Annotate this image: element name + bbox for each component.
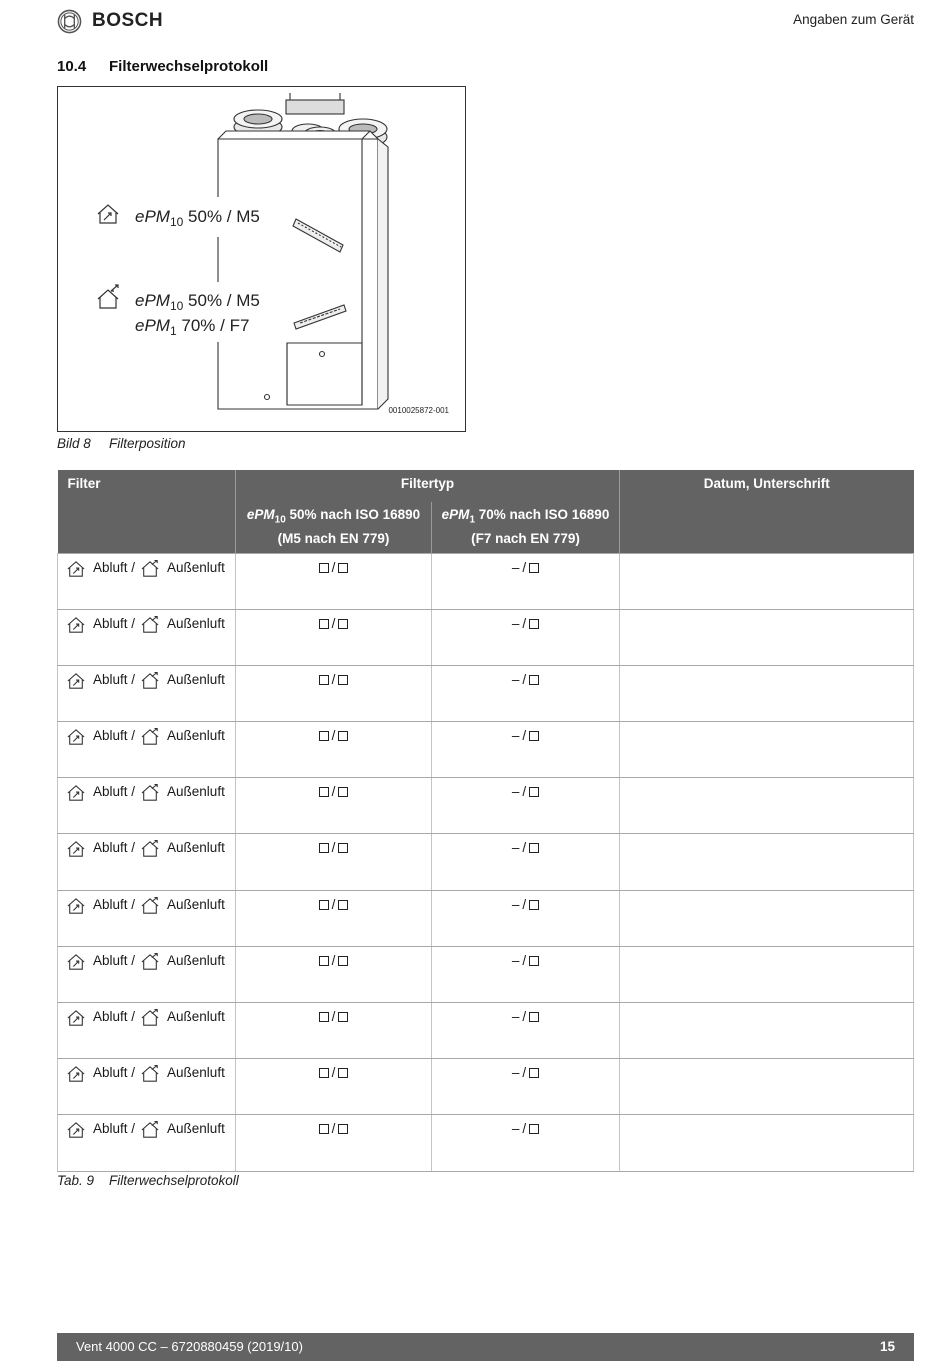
abluft-label: Abluft / xyxy=(93,728,136,744)
aussenluft-label: Außenluft xyxy=(167,840,225,856)
date-signature-cell[interactable] xyxy=(620,946,914,1002)
abluft-label: Abluft / xyxy=(93,784,136,800)
table-caption-number: Tab. 9 xyxy=(57,1173,95,1188)
aussenluft-label: Außenluft xyxy=(167,728,225,744)
table-row xyxy=(58,553,914,609)
checkbox-epm10-abluft[interactable] xyxy=(319,787,329,797)
checkbox-epm10-abluft[interactable] xyxy=(319,675,329,685)
outdoor-air-icon xyxy=(141,840,159,858)
date-signature-cell[interactable] xyxy=(620,1059,914,1115)
checkbox-epm10-aussenluft[interactable] xyxy=(338,563,348,573)
footer-document-id: Vent 4000 CC – 6720880459 (2019/10) xyxy=(76,1339,303,1354)
outdoor-air-icon xyxy=(141,897,159,915)
epm1-cell: – / xyxy=(432,890,620,946)
dash: – xyxy=(511,1065,520,1081)
abluft-label: Abluft / xyxy=(93,896,136,912)
exhaust-air-icon xyxy=(67,1009,85,1027)
table-row xyxy=(58,1003,914,1059)
aussenluft-label: Außenluft xyxy=(167,784,225,800)
table-row xyxy=(58,1059,914,1115)
table-row xyxy=(58,609,914,665)
abluft-label: Abluft / xyxy=(93,952,136,968)
exhaust-air-icon xyxy=(67,1065,85,1083)
epm1-cell: – / xyxy=(432,722,620,778)
checkbox-epm10-abluft[interactable] xyxy=(319,731,329,741)
dash: – xyxy=(511,952,520,968)
epm10-cell: / xyxy=(236,665,432,721)
outdoor-air-icon xyxy=(141,672,159,690)
table-row xyxy=(58,890,914,946)
checkbox-epm10-aussenluft[interactable] xyxy=(338,675,348,685)
checkbox-epm1-aussenluft[interactable] xyxy=(529,563,539,573)
header-section-name: Angaben zum Gerät xyxy=(793,12,914,27)
outdoor-air-icon xyxy=(141,1121,159,1139)
filter-change-table xyxy=(57,470,914,1172)
checkbox-epm10-aussenluft[interactable] xyxy=(338,1012,348,1022)
filter-cell xyxy=(58,834,236,890)
exhaust-air-icon xyxy=(67,784,85,802)
checkbox-epm1-aussenluft[interactable] xyxy=(529,1068,539,1078)
date-signature-cell[interactable] xyxy=(620,778,914,834)
aussenluft-label: Außenluft xyxy=(167,896,225,912)
checkbox-epm10-abluft[interactable] xyxy=(319,1124,329,1134)
epm1-cell: – / xyxy=(432,1115,620,1171)
exhaust-air-icon xyxy=(67,672,85,690)
epm10-cell: / xyxy=(236,1115,432,1171)
epm10-cell: / xyxy=(236,946,432,1002)
checkbox-epm10-aussenluft[interactable] xyxy=(338,900,348,910)
dash: – xyxy=(511,615,520,631)
epm10-cell: / xyxy=(236,553,432,609)
date-signature-cell[interactable] xyxy=(620,890,914,946)
epm10-cell: / xyxy=(236,1003,432,1059)
table-row xyxy=(58,665,914,721)
aussenluft-label: Außenluft xyxy=(167,1009,225,1024)
checkbox-epm10-aussenluft[interactable] xyxy=(338,843,348,853)
epm10-cell: / xyxy=(236,890,432,946)
dash: – xyxy=(511,840,520,856)
exhaust-air-icon xyxy=(67,897,85,915)
table-row xyxy=(58,946,914,1002)
table-row xyxy=(58,722,914,778)
epm1-cell: – / xyxy=(432,1059,620,1115)
filter-cell xyxy=(58,553,236,609)
aussenluft-label: Außenluft xyxy=(167,952,225,968)
exhaust-air-icon xyxy=(67,560,85,578)
ventilation-unit-drawing xyxy=(58,87,467,433)
header-datum: Datum, Unterschrift xyxy=(620,470,914,553)
dash: – xyxy=(511,728,520,744)
brand-name: BOSCH xyxy=(92,10,164,31)
aussenluft-label: Außenluft xyxy=(167,1121,225,1137)
abluft-label: Abluft / xyxy=(93,615,136,631)
checkbox-epm1-aussenluft[interactable] xyxy=(529,731,539,741)
table-caption xyxy=(57,1173,239,1188)
epm10-cell: / xyxy=(236,778,432,834)
checkbox-epm10-abluft[interactable] xyxy=(319,1012,329,1022)
outdoor-air-icon xyxy=(141,616,159,634)
checkbox-epm1-aussenluft[interactable] xyxy=(529,956,539,966)
epm1-cell: – / xyxy=(432,1003,620,1059)
checkbox-epm1-aussenluft[interactable] xyxy=(529,1124,539,1134)
date-signature-cell[interactable] xyxy=(620,553,914,609)
header-filter: Filter xyxy=(58,470,236,553)
checkbox-epm1-aussenluft[interactable] xyxy=(529,675,539,685)
page-number: 15 xyxy=(879,1339,895,1354)
header-filtertyp: Filtertyp xyxy=(236,470,620,502)
exhaust-air-icon xyxy=(67,840,85,858)
exhaust-air-icon xyxy=(67,953,85,971)
checkbox-epm1-aussenluft[interactable] xyxy=(529,619,539,629)
checkbox-epm10-aussenluft[interactable] xyxy=(338,956,348,966)
outdoor-air-icon xyxy=(141,1009,159,1027)
figure-caption xyxy=(57,436,186,451)
table-caption-text: Filterwechselprotokoll xyxy=(109,1173,239,1188)
epm10-cell: / xyxy=(236,1059,432,1115)
figure-caption-text: Filterposition xyxy=(109,436,186,451)
date-signature-cell[interactable] xyxy=(620,1003,914,1059)
table-row xyxy=(58,1115,914,1171)
epm1-cell: – / xyxy=(432,553,620,609)
epm10-cell: / xyxy=(236,722,432,778)
epm1-cell: – / xyxy=(432,946,620,1002)
figure-code: 0010025872-001 xyxy=(388,406,449,415)
checkbox-epm10-aussenluft[interactable] xyxy=(338,787,348,797)
dash: – xyxy=(511,559,520,575)
aussenluft-label: Außenluft xyxy=(167,559,225,575)
dash: – xyxy=(511,671,520,687)
checkbox-epm10-abluft[interactable] xyxy=(319,1068,329,1078)
abluft-label: Abluft / xyxy=(93,1009,136,1024)
checkbox-epm10-abluft[interactable] xyxy=(319,843,329,853)
filter-cell xyxy=(58,1003,236,1059)
figure-label-filter-3: ePM$_1$ 70% / F7 xyxy=(135,316,250,338)
abluft-label: Abluft / xyxy=(93,559,136,575)
date-signature-cell[interactable] xyxy=(620,1115,914,1171)
header-col-epm10: ePM$_{10}$ 50% nach ISO 16890 (M5 nach EN 779) xyxy=(236,502,432,553)
abluft-label: Abluft / xyxy=(93,1121,136,1137)
figure-label-filter-1: ePM$_{10}$ 50% / M5 xyxy=(135,207,260,229)
epm10-cell: / xyxy=(236,609,432,665)
dash: – xyxy=(511,784,520,800)
filter-cell xyxy=(58,890,236,946)
section-title-text: Filterwechselprotokoll xyxy=(109,58,269,75)
checkbox-epm10-aussenluft[interactable] xyxy=(338,731,348,741)
filter-cell xyxy=(58,609,236,665)
filter-position-figure xyxy=(57,86,466,432)
date-signature-cell[interactable] xyxy=(620,834,914,890)
section-number: 10.4 xyxy=(57,58,87,75)
aussenluft-label: Außenluft xyxy=(167,671,225,687)
section-title xyxy=(57,58,268,75)
table-row xyxy=(58,834,914,890)
figure-label-filter-2: ePM$_{10}$ 50% / M5 xyxy=(135,291,260,313)
checkbox-epm1-aussenluft[interactable] xyxy=(529,900,539,910)
dash: – xyxy=(511,1121,520,1137)
figure-caption-number: Bild 8 xyxy=(57,436,91,451)
outdoor-air-icon xyxy=(141,784,159,802)
exhaust-air-icon xyxy=(67,616,85,634)
checkbox-epm10-abluft[interactable] xyxy=(319,956,329,966)
epm1-cell: – / xyxy=(432,778,620,834)
aussenluft-label: Außenluft xyxy=(167,615,225,631)
outdoor-air-icon xyxy=(141,728,159,746)
date-signature-cell[interactable] xyxy=(620,609,914,665)
page-header xyxy=(57,8,914,36)
header-col-epm1: ePM$_1$ 70% nach ISO 16890 (F7 nach EN 779) xyxy=(432,502,620,553)
page-footer xyxy=(57,1333,914,1361)
abluft-label: Abluft / xyxy=(93,671,136,687)
outdoor-air-icon xyxy=(141,953,159,971)
outdoor-air-icon xyxy=(141,1065,159,1083)
checkbox-epm10-aussenluft[interactable] xyxy=(338,1068,348,1078)
checkbox-epm1-aussenluft[interactable] xyxy=(529,843,539,853)
filter-cell xyxy=(58,1115,236,1171)
epm1-cell: – / xyxy=(432,834,620,890)
checkbox-epm10-aussenluft[interactable] xyxy=(338,1124,348,1134)
checkbox-epm10-abluft[interactable] xyxy=(319,563,329,573)
bosch-armature-icon xyxy=(57,9,82,34)
filter-cell xyxy=(58,1059,236,1115)
checkbox-epm1-aussenluft[interactable] xyxy=(529,787,539,797)
table-row xyxy=(58,778,914,834)
checkbox-epm1-aussenluft[interactable] xyxy=(529,1012,539,1022)
exhaust-air-icon xyxy=(67,1121,85,1139)
epm1-cell: – / xyxy=(432,609,620,665)
dash: – xyxy=(511,1009,520,1024)
dash: – xyxy=(511,896,520,912)
epm10-cell: / xyxy=(236,834,432,890)
filter-cell xyxy=(58,778,236,834)
aussenluft-label: Außenluft xyxy=(167,1065,225,1081)
checkbox-epm10-abluft[interactable] xyxy=(319,619,329,629)
date-signature-cell[interactable] xyxy=(620,665,914,721)
exhaust-air-icon xyxy=(67,728,85,746)
epm1-cell: – / xyxy=(432,665,620,721)
filter-cell xyxy=(58,665,236,721)
abluft-label: Abluft / xyxy=(93,1065,136,1081)
filter-cell xyxy=(58,946,236,1002)
bosch-logo xyxy=(57,8,163,34)
filter-cell xyxy=(58,722,236,778)
checkbox-epm10-abluft[interactable] xyxy=(319,900,329,910)
outdoor-air-icon xyxy=(141,560,159,578)
checkbox-epm10-aussenluft[interactable] xyxy=(338,619,348,629)
date-signature-cell[interactable] xyxy=(620,722,914,778)
abluft-label: Abluft / xyxy=(93,840,136,856)
